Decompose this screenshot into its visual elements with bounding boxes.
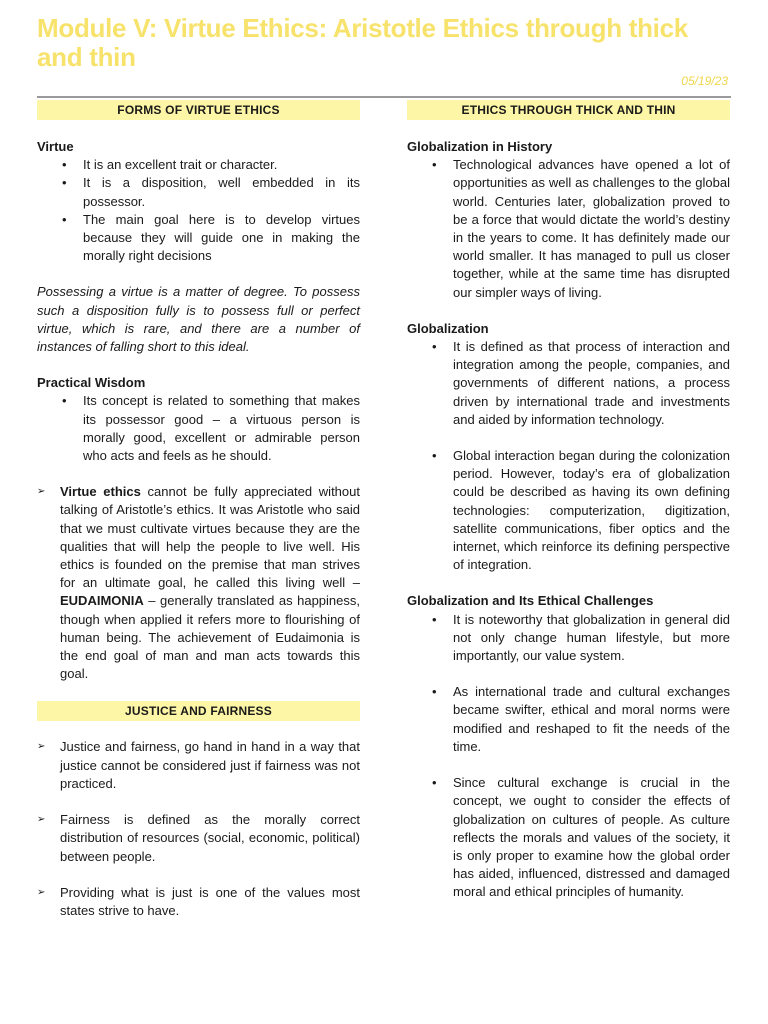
heading-practical-wisdom: Practical Wisdom <box>37 375 146 391</box>
term-eudaimonia: EUDAIMONIA <box>60 593 144 609</box>
virtue-list <box>37 156 360 265</box>
section-banner-thick-thin: ETHICS THROUGH THICK AND THIN <box>407 100 730 120</box>
virtue-ethics-text-1: cannot be fully appreciated without talking of Aristotle’s ethics. It was Aristotle who said that we must cultivate virtues because they are the qualities that will help the people to live well. His ethics is founded on the premise that man strives for an ultimate goal, he called this living well – <box>60 484 360 591</box>
challenges-list <box>407 611 730 902</box>
history-list <box>407 156 730 302</box>
justice-list <box>37 738 360 920</box>
list-item <box>37 483 360 683</box>
globalization-list <box>407 338 730 574</box>
left-column <box>37 100 360 920</box>
section-banner-forms: FORMS OF VIRTUE ETHICS <box>37 100 360 120</box>
list-item: • Its concept is related to something that makes its possessor good – a virtuous person is morally good, excellent or admirable person who acts and feels as he should. <box>37 392 360 465</box>
list-item: ➢ Justice and fairness, go hand in hand in a way that justice cannot be considered just if fairness was not practiced. <box>37 738 360 793</box>
virtue-ethics-text-2: – generally translated as happiness, though when applied it refers more to flourishing of human being. The achievement of Eudaimonia is the end goal of man and man acts towards this goal. <box>60 593 360 682</box>
right-column <box>407 100 730 902</box>
term-virtue-ethics: Virtue ethics <box>60 484 141 500</box>
page-title: Module V: Virtue Ethics: Aristotle Ethics through thick and thin <box>37 13 688 72</box>
list-item: • It is noteworthy that globalization in general did not only change human lifestyle, but more importantly, our value system. <box>407 611 730 666</box>
header-divider <box>37 96 731 98</box>
list-item: • Global interaction began during the colonization period. However, today’s era of globalization could be described as having its own defining technologies: computerization, digitization, satellite communications, fiber optics and the internet, which reinforce its defining perspective of integration. <box>407 447 730 574</box>
heading-virtue: Virtue <box>37 139 74 154</box>
list-item: • It is defined as that process of interaction and integration among the people, companies, and governments of different nations, a process driven by international trade and investments and aided by information technology. <box>407 338 730 429</box>
list-item: • As international trade and cultural exchanges became swifter, ethical and moral norms were modified and reshaped to fit the needs of the time. <box>407 683 730 756</box>
wisdom-list <box>37 392 360 465</box>
section-banner-justice: JUSTICE AND FAIRNESS <box>37 701 360 721</box>
heading-ethical-challenges: Globalization and Its Ethical Challenges <box>407 593 654 609</box>
date-label: 05/19/23 <box>681 74 728 88</box>
list-item: • The main goal here is to develop virtues because they will guide one in making the morally right decisions <box>37 211 360 266</box>
degree-paragraph: Possessing a virtue is a matter of degree. To possess such a disposition fully is to possess full or perfect virtue, which is rare, and there are a number of instances of falling short to this ideal. <box>37 284 360 355</box>
list-item: ➢ Providing what is just is one of the values most states strive to have. <box>37 884 360 920</box>
list-item: ➢ Fairness is defined as the morally correct distribution of resources (social, economic, political) between people. <box>37 811 360 866</box>
heading-globalization-history: Globalization in History <box>407 139 553 154</box>
list-item: • Technological advances have opened a lot of opportunities as well as challenges to the global world. Centuries later, globalization proved to be a force that would dictate the world’s destiny in the years to come. It has definitely made our world smaller. It has managed to pull us closer together, while at the same time has disrupted our simpler ways of living. <box>407 156 730 302</box>
list-item: • It is a disposition, well embedded in its possessor. <box>37 174 360 210</box>
list-item: • Since cultural exchange is crucial in the concept, we ought to consider the effects of globalization on cultures of people. As culture reflects the morals and values of the society, it is only proper to examine how the global order has aided, influenced, distressed and damaged moral and ethical principles of humanity. <box>407 774 730 901</box>
list-item: • It is an excellent trait or character. <box>37 156 360 174</box>
heading-globalization: Globalization <box>407 320 489 336</box>
virtue-ethics-list <box>37 483 360 683</box>
